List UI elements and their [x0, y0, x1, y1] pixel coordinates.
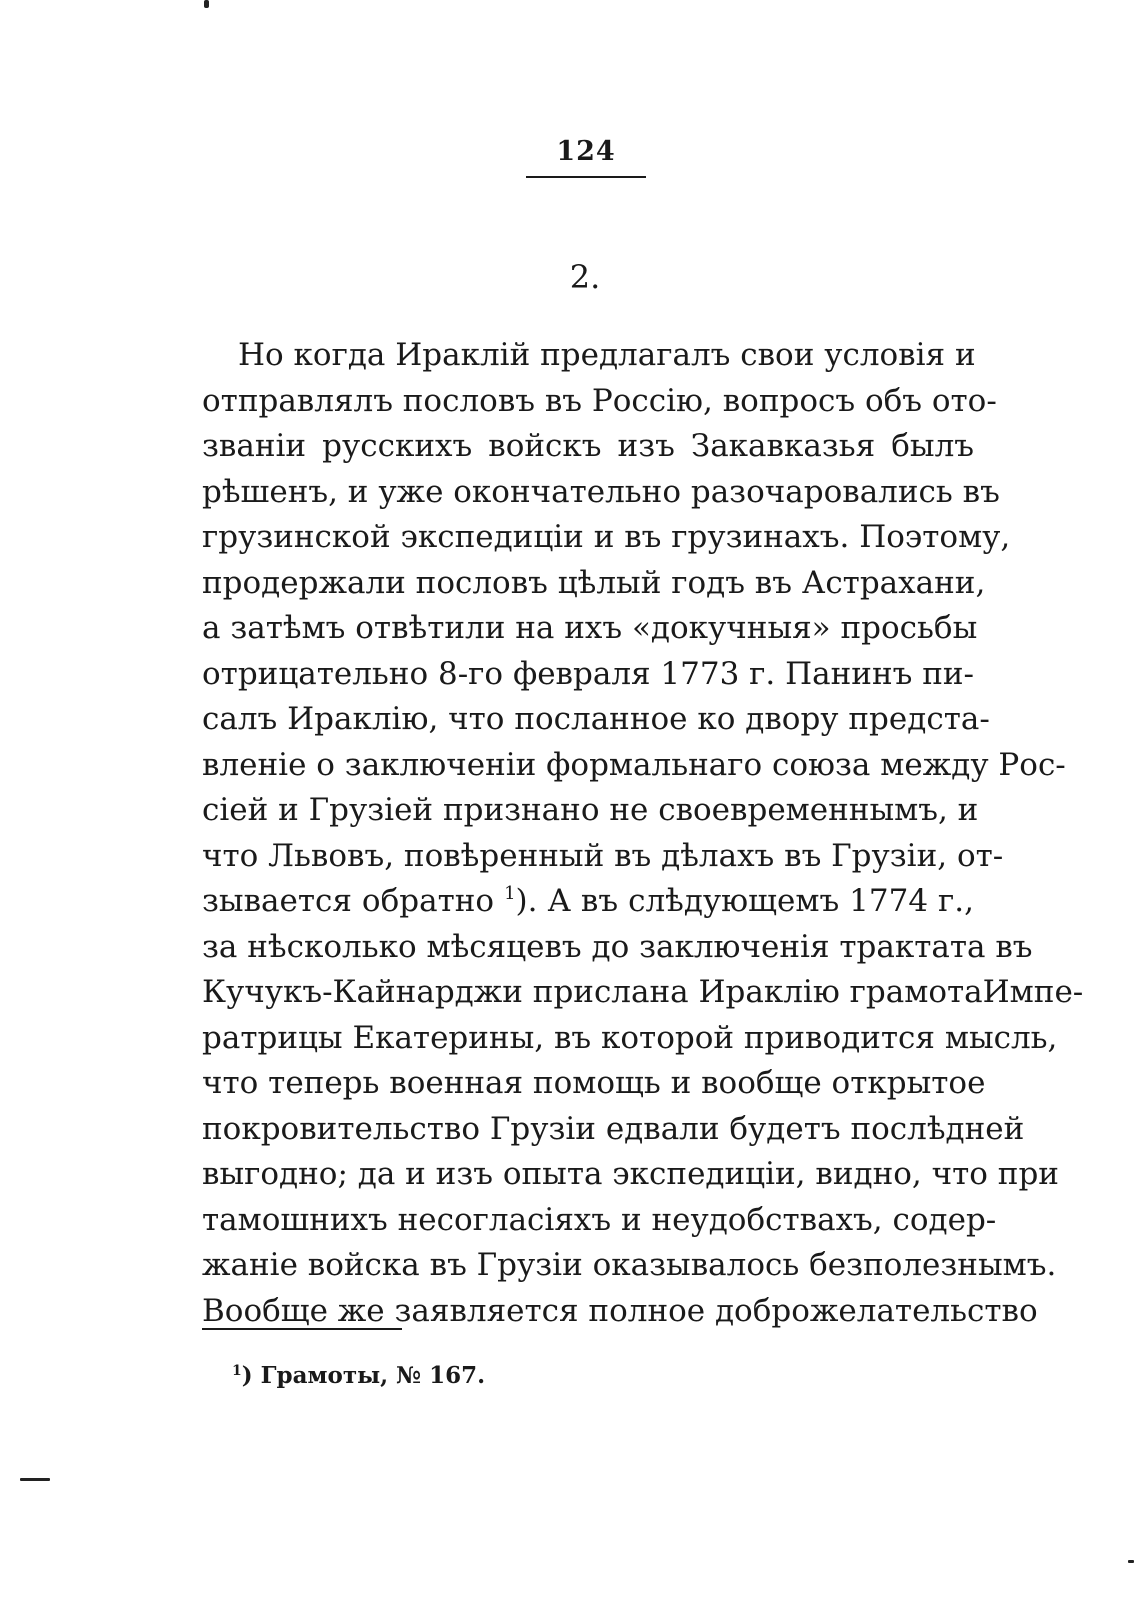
- scan-speck: [20, 1478, 50, 1481]
- scan-speck: [204, 0, 209, 8]
- scan-speck: [1128, 1560, 1134, 1563]
- text-line: салъ Ираклію, что посланное ко двору предста-: [202, 701, 990, 737]
- page-number: 124: [556, 136, 616, 167]
- text-line: вленіе о заключеніи формальнаго союза между Рос-: [202, 746, 1066, 783]
- text-line: выгодно; да и изъ опыта экспедиціи, видно, что при: [202, 1156, 1059, 1192]
- text-line: тамошнихъ несогласіяхъ и неудобствахъ, содер-: [202, 1201, 997, 1238]
- text-line: званіи русскихъ войскъ изъ Закавказья былъ: [202, 428, 974, 464]
- text-line: продержали пословъ цѣлый годъ въ Астрахани,: [202, 564, 986, 601]
- text-line: ратрицы Екатерины, въ которой приводится мысль,: [202, 1019, 1058, 1056]
- header-rule: [526, 176, 646, 178]
- text-line-with-footnote-ref: [202, 879, 974, 925]
- text-line: за нѣсколько мѣсяцевъ до заключенія трактата въ: [202, 928, 1033, 965]
- footnote-rule: [202, 1328, 402, 1330]
- text-line: что Львовъ, повѣренный въ дѣлахъ въ Грузіи, от-: [202, 837, 1004, 874]
- text-line: Вообще же заявляется полное доброжелательство: [202, 1292, 1038, 1329]
- body-paragraph: [202, 333, 1084, 1334]
- text-line: грузинской экспедиціи и въ грузинахъ. Поэтому,: [202, 519, 1011, 555]
- text-line: жаніе войска въ Грузіи оказывалось безполезнымъ.: [202, 1247, 1057, 1283]
- text-line: а затѣмъ отвѣтили на ихъ «докучныя» просьбы: [202, 610, 978, 646]
- text-line: сіей и Грузіей признано не своевременнымъ, и: [202, 792, 979, 828]
- footnote-text: ) Грамоты, № 167.: [241, 1362, 486, 1389]
- text-line: что теперь военная помощь и вообще открытое: [202, 1065, 986, 1101]
- text-fragment: зывается обратно: [202, 883, 495, 919]
- text-line: рѣшенъ, и уже окончательно разочаровались въ: [202, 473, 1000, 510]
- text-line: покровительство Грузіи едвали будетъ послѣдней: [202, 1110, 1025, 1147]
- footnote-reference[interactable]: 1: [504, 883, 516, 904]
- text-fragment: ). А въ слѣдующемъ 1774 г.,: [515, 883, 974, 919]
- text-line: Кучукъ-Кайнарджи прислана Ираклію грамотаИмпе-: [202, 974, 1084, 1010]
- text-line: отрицательно 8-го февраля 1773 г. Панинъ пи-: [202, 655, 975, 692]
- footnote-mark: 1: [232, 1363, 242, 1379]
- section-number: 2.: [569, 258, 601, 296]
- text-line: Но когда Ираклій предлагалъ свои условія и: [238, 337, 976, 373]
- footnote: [232, 1362, 485, 1389]
- text-line: отправлялъ пословъ въ Россію, вопросъ объ ото-: [202, 382, 997, 419]
